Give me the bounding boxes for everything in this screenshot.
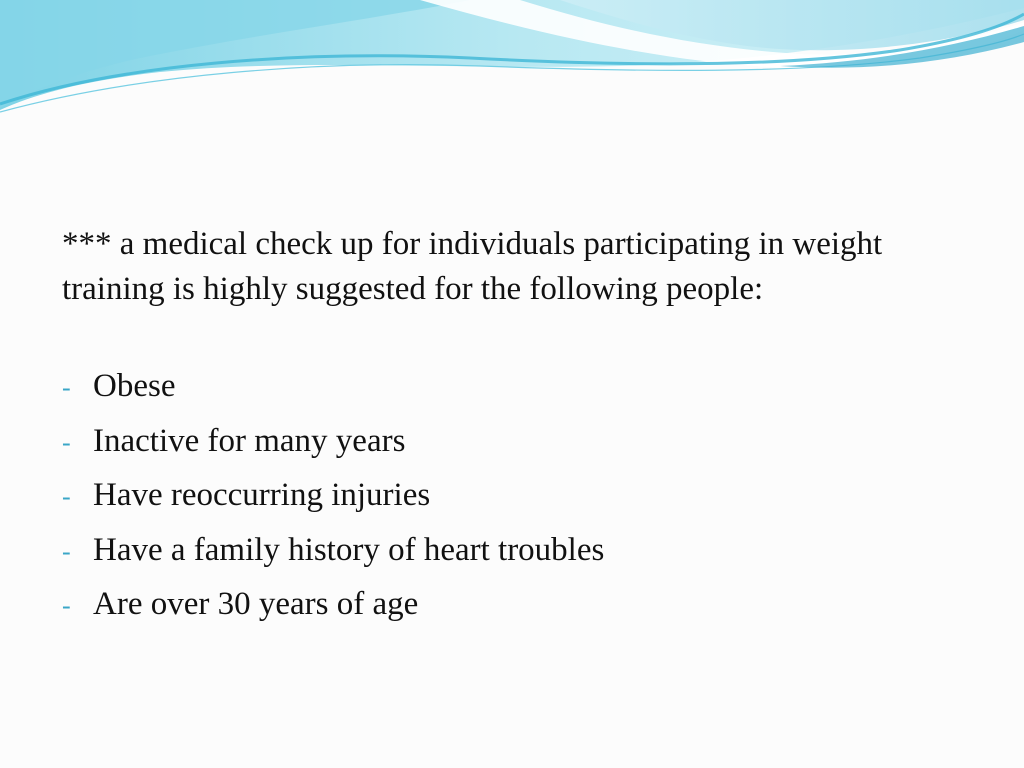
bullet-text: Have a family history of heart troubles — [93, 531, 605, 568]
bullet-text: Inactive for many years — [93, 422, 406, 459]
list-item — [62, 360, 962, 415]
wave-header-decoration — [0, 0, 1024, 120]
bullet-text: Are over 30 years of age — [93, 586, 419, 622]
list-item — [62, 524, 962, 579]
list-item — [62, 415, 962, 470]
bullet-dash: - — [62, 427, 71, 457]
bullet-text: Have reoccurring injuries — [93, 477, 431, 513]
bullet-dash: - — [62, 482, 71, 511]
bullet-dash: - — [62, 373, 71, 402]
slide-content — [62, 222, 962, 633]
list-item — [62, 469, 962, 524]
bullet-dash: - — [62, 536, 71, 566]
list-item — [62, 578, 962, 633]
intro-text: *** a medical check up for individuals participating in weight training is highly suggested for the following people: — [62, 226, 883, 307]
bullet-list — [62, 360, 962, 633]
bullet-dash: - — [62, 591, 71, 620]
bullet-text: Obese — [93, 368, 176, 404]
